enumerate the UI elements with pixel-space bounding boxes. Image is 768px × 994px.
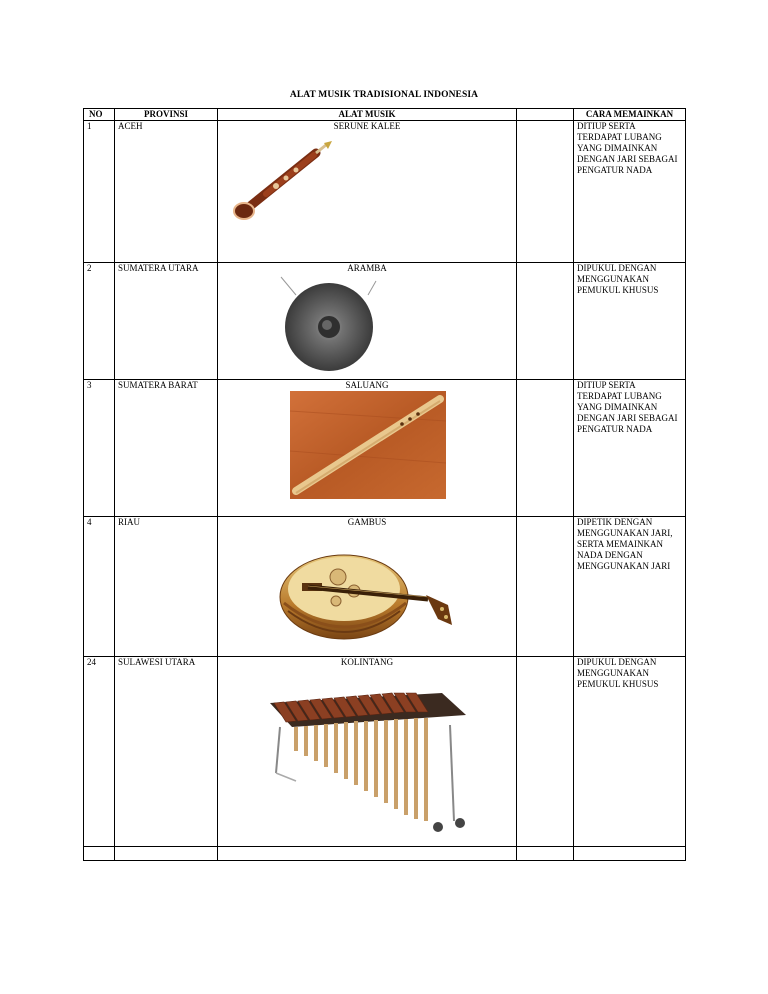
alat-name: ARAMBA [347, 263, 387, 273]
row-extra [517, 380, 574, 517]
saluang-flute-image [290, 391, 446, 499]
empty-cell [84, 847, 115, 861]
row-alat [218, 657, 517, 847]
table-row [84, 121, 686, 263]
alat-name: GAMBUS [347, 517, 387, 527]
row-cara: DIPETIK DENGAN MENGGUNAKAN JARI, SERTA MEMAINKAN NADA DENGAN MENGGUNAKAN JARI [574, 517, 686, 657]
row-alat [218, 380, 517, 517]
alat-name: SALUANG [345, 380, 389, 390]
row-no: 24 [84, 657, 115, 847]
alat-name: SERUNE KALEE [333, 121, 401, 131]
row-no: 3 [84, 380, 115, 517]
header-no: NO [84, 109, 115, 121]
row-extra [517, 517, 574, 657]
row-no: 1 [84, 121, 115, 263]
alat-name: KOLINTANG [340, 657, 394, 667]
row-extra [517, 121, 574, 263]
table-row-empty [84, 847, 686, 861]
row-no: 2 [84, 263, 115, 380]
row-cara: DITIUP SERTA TERDAPAT LUBANG YANG DIMAINKAN DENGAN JARI SEBAGAI PENGATUR NADA [574, 380, 686, 517]
header-provinsi: PROVINSI [115, 109, 218, 121]
table-row [84, 263, 686, 380]
table-row [84, 380, 686, 517]
row-extra [517, 263, 574, 380]
row-cara: DIPUKUL DENGAN MENGGUNAKAN PEMUKUL KHUSUS [574, 263, 686, 380]
row-provinsi: SUMATERA UTARA [115, 263, 218, 380]
empty-cell [218, 847, 517, 861]
serune-kalee-image [226, 139, 336, 229]
empty-cell [517, 847, 574, 861]
row-provinsi: SULAWESI UTARA [115, 657, 218, 847]
header-extra [517, 109, 574, 121]
row-alat [218, 517, 517, 657]
kolintang-xylophone-image [266, 681, 470, 837]
empty-cell [115, 847, 218, 861]
row-provinsi: ACEH [115, 121, 218, 263]
header-alat-musik: ALAT MUSIK [218, 109, 517, 121]
table-header-row [84, 109, 686, 121]
row-extra [517, 657, 574, 847]
table-row [84, 517, 686, 657]
header-cara-memainkan: CARA MEMAINKAN [574, 109, 686, 121]
instrument-table [83, 108, 686, 861]
aramba-gong-image [276, 275, 386, 371]
row-alat [218, 263, 517, 380]
empty-cell [574, 847, 686, 861]
row-provinsi: RIAU [115, 517, 218, 657]
gambus-lute-image [278, 547, 460, 643]
row-provinsi: SUMATERA BARAT [115, 380, 218, 517]
row-cara: DIPUKUL DENGAN MENGGUNAKAN PEMUKUL KHUSUS [574, 657, 686, 847]
table-row [84, 657, 686, 847]
row-no: 4 [84, 517, 115, 657]
row-alat [218, 121, 517, 263]
row-cara: DITIUP SERTA TERDAPAT LUBANG YANG DIMAINKAN DENGAN JARI SEBAGAI PENGATUR NADA [574, 121, 686, 263]
document-title: ALAT MUSIK TRADISIONAL INDONESIA [289, 90, 479, 100]
